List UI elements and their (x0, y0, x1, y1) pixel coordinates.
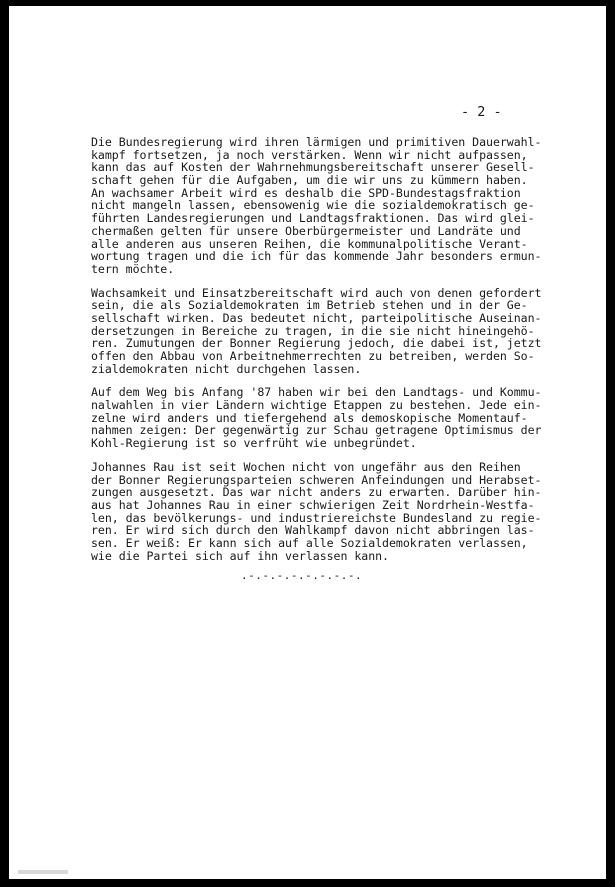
paragraph-1 (91, 136, 551, 276)
text-line: dersetzungen in Bereiche zu tragen, in die sie nicht hineingehö- (91, 323, 535, 338)
text-line: kann das auf Kosten der Wahrnehmungsbereitschaft unserer Gesell- (91, 160, 535, 175)
text-line: len, das bevölkerungs- und industriereichste Bundesland zu regie- (91, 510, 542, 525)
text-line: sellschaft wirken. Das bedeutet nicht, parteipolitische Auseinan- (91, 310, 542, 325)
text-line: nahmen zeigen: Der gegenwärtig zur Schau getragene Optimismus der (91, 423, 542, 438)
text-line: kampf fortsetzen, ja noch verstärken. Wenn wir nicht aufpassen, (91, 147, 528, 162)
text-line: tern möchte. (91, 261, 175, 276)
text-line: sen. Er weiß: Er kann sich auf alle Sozialdemokraten verlassen, (91, 535, 528, 550)
scan-edge-mark (18, 870, 68, 874)
text-line: Kohl-Regierung ist so verfrüht wie unbegründet. (91, 436, 417, 451)
text-line: aus hat Johannes Rau in einer schwierigen Zeit Nordrhein-Westfa- (91, 497, 535, 512)
paragraph-2 (91, 287, 551, 376)
text-line: sein, die als Sozialdemokraten im Betrieb stehen und in der Ge- (91, 298, 528, 313)
text-line: schaft gehen für die Aufgaben, um die wir uns zu kümmern haben. (91, 173, 528, 188)
text-line: Johannes Rau ist seit Wochen nicht von ungefähr aus den Reihen (91, 459, 521, 474)
text-line: ren. Er wird sich durch den Wahlkampf davon nicht abbringen las- (91, 523, 535, 538)
text-line: wortung tragen und die ich für das kommende Jahr besonders ermun- (91, 249, 542, 264)
text-line: führten Landesregierungen und Landtagsfraktionen. Das wird glei- (91, 211, 535, 226)
text-line: nalwahlen in vier Ländern wichtige Etappen zu bestehen. Jede ein- (91, 398, 542, 413)
text-line: zungen ausgesetzt. Das war nicht anders zu erwarten. Darüber hin- (91, 485, 542, 500)
text-line: offen den Abbau von Arbeitnehmerrechten zu betreiben, werden So- (91, 349, 535, 363)
text-line: der Bonner Regierungsparteien schweren Anfeindungen und Herabset- (91, 472, 542, 487)
text-line: chermaßen gelten für unsere Oberbürgermeister und Landräte und (91, 223, 521, 238)
text-line: wie die Partei sich auf ihn verlassen kann. (91, 548, 389, 563)
end-separator: .-.-.-.-.-.-.-.-. (241, 569, 363, 582)
page-number: - 2 - (461, 104, 502, 120)
paragraph-3 (91, 386, 551, 449)
paragraph-4 (91, 461, 551, 563)
text-line: Die Bundesregierung wird ihren lärmigen und primitiven Dauerwahl- (91, 135, 542, 149)
text-line: zelne wird anders und tiefergehend als demoskopische Momentauf- (91, 410, 528, 425)
text-line: alle anderen aus unseren Reihen, die kommunalpolitische Verant- (91, 236, 528, 251)
text-line: zialdemokraten nicht durchgehen lassen. (91, 361, 362, 376)
text-line: Auf dem Weg bis Anfang '87 haben wir bei den Landtags- und Kommu- (91, 385, 542, 400)
body-text (91, 136, 551, 573)
text-line: An wachsamer Arbeit wird es deshalb die SPD-Bundestagsfraktion (91, 185, 521, 200)
document-page (9, 6, 606, 879)
text-line: nicht mangeln lassen, ebensowenig wie die sozialdemokratisch ge- (91, 198, 535, 213)
text-line: ren. Zumutungen der Bonner Regierung jedoch, die dabei ist, jetzt (91, 336, 542, 351)
text-line: Wachsamkeit und Einsatzbereitschaft wird auch von denen gefordert (91, 285, 542, 300)
